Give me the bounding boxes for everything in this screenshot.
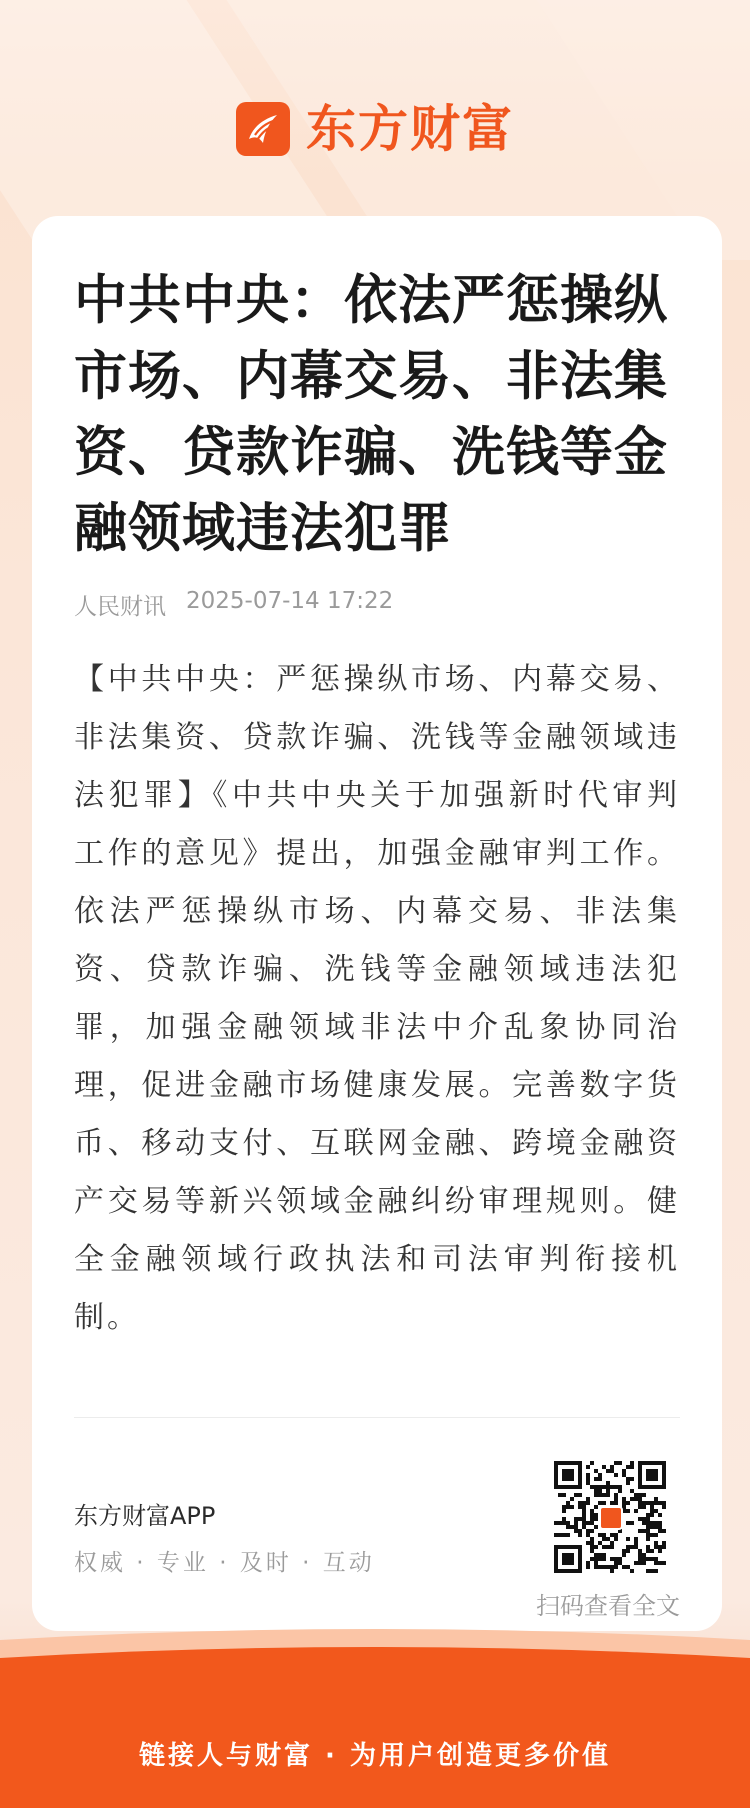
article-body: 【中共中央：严惩操纵市场、内幕交易、非法集资、贷款诈骗、洗钱等金融领域违法犯罪】《中共中央关于加强新时代审判工作的意见》提出，加强金融审判工作。依法严惩操纵市场、内幕交易、非法集资、贷款诈骗、洗钱等金融领域违法犯罪，加强金融领域非法中介乱象协同治理，促进金融市场健康发展。完善数字货币、移动支付、互联网金融、跨境金融资产交易等新兴领域金融纠纷审理规则。健全金融领域行政执法和司法审判衔接机制。 [74,662,680,1335]
east-money-flame-icon [236,102,290,156]
divider [74,1417,680,1418]
article-datetime: 2025-07-14 17:22 [186,588,394,614]
article-headline: 中共中央：依法严惩操纵市场、内幕交易、非法集资、贷款诈骗、洗钱等金融领域违法犯罪 [74,269,668,559]
article-meta [74,588,680,621]
app-slogan: 权威 · 专业 · 及时 · 互动 [74,1550,375,1576]
article-card [32,216,722,1631]
footer-tagline: 链接人与财富 · 为用户创造更多价值 [139,1741,611,1771]
qr-code-icon[interactable] [554,1461,666,1573]
article-source: 人民财讯 [74,594,166,620]
qr-caption: 扫码查看全文 [536,1592,680,1620]
brand-name: 东方财富 [306,100,514,158]
qr-center-logo-icon [599,1506,623,1530]
brand-logo [0,102,750,156]
app-name: 东方财富APP [74,1502,216,1530]
